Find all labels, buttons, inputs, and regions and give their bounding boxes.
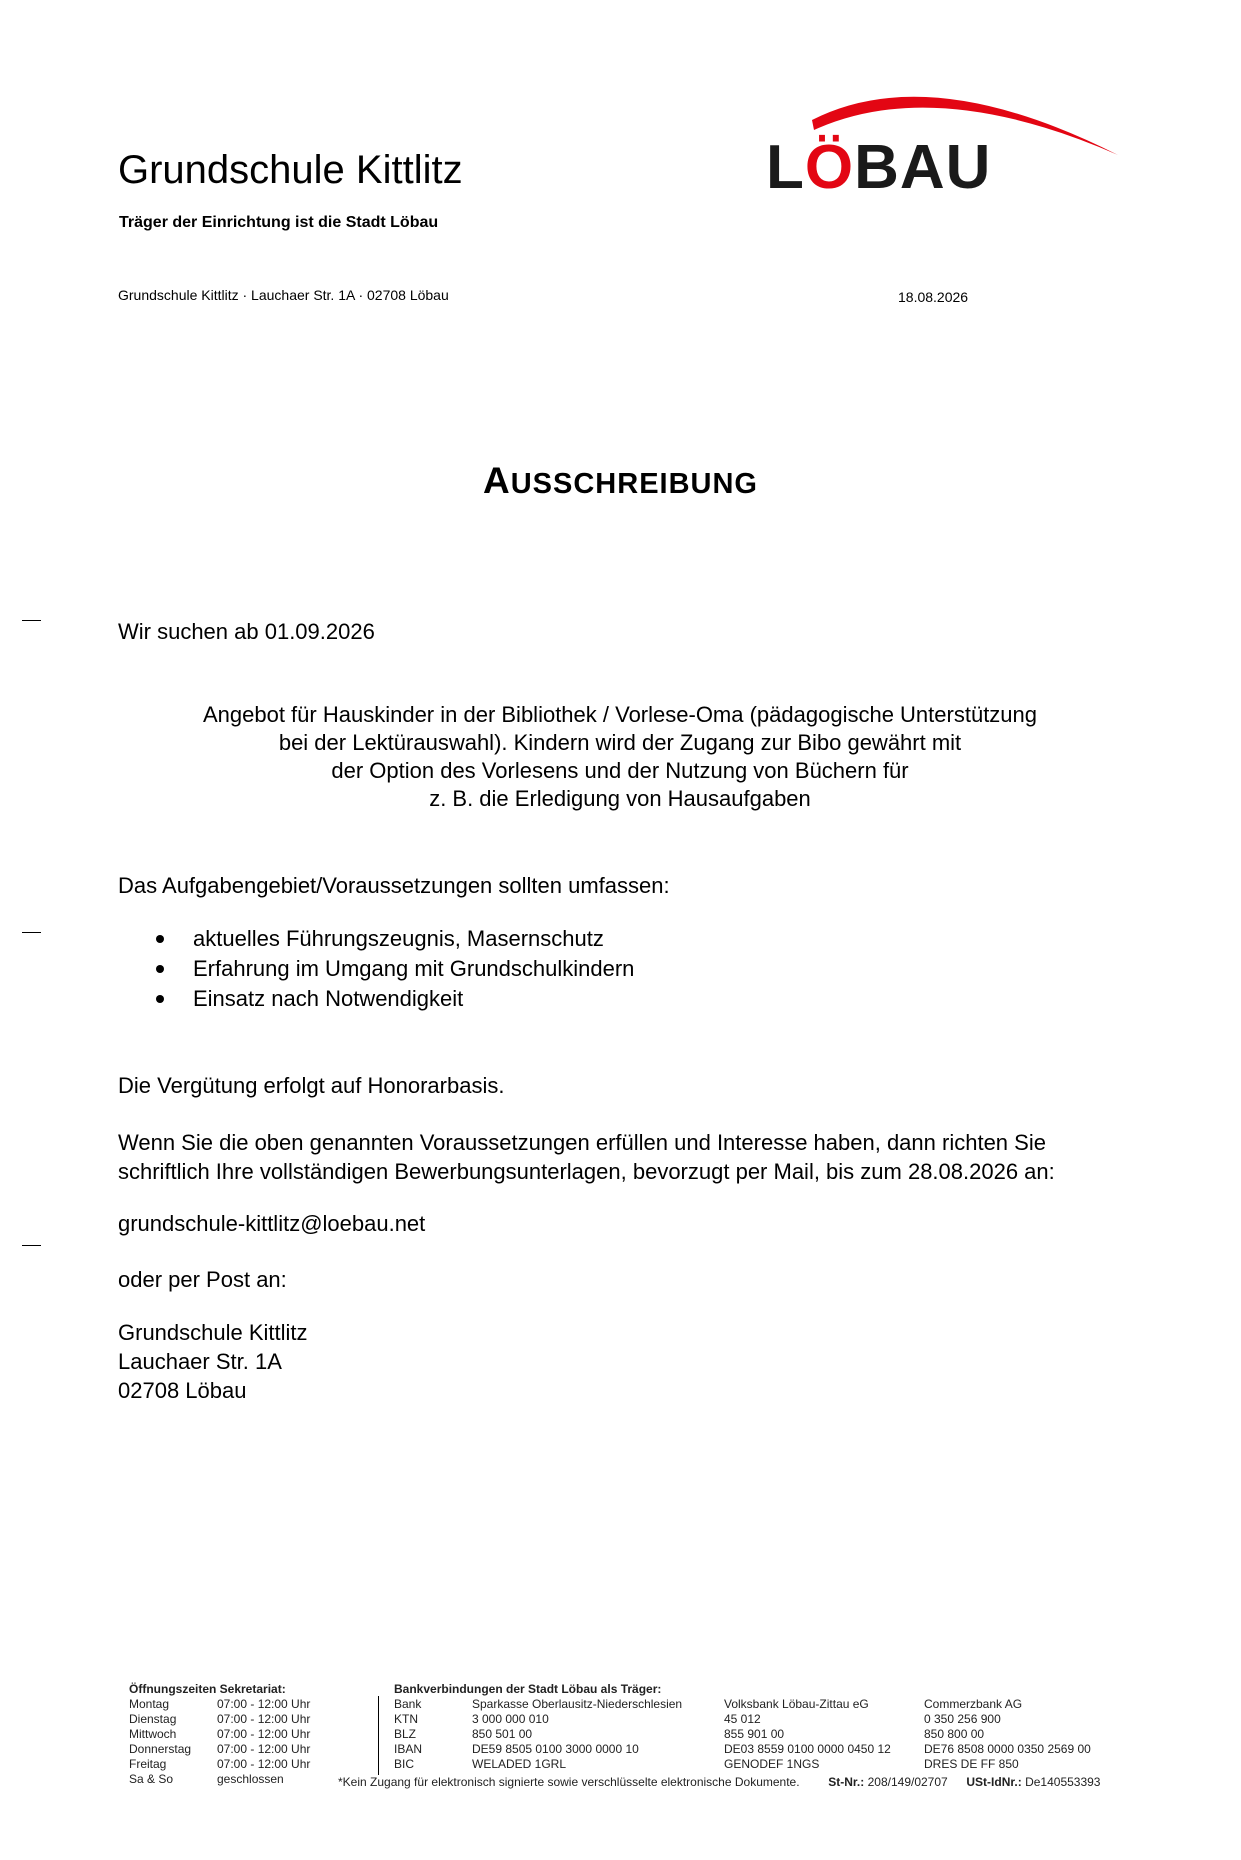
fold-mark [22, 1245, 41, 1246]
fold-mark [22, 932, 41, 933]
page-title [0, 460, 1241, 502]
bank-label: BLZ [394, 1727, 417, 1741]
postal-address [118, 1318, 308, 1405]
email-address[interactable]: grundschule-kittlitz@loebau.net [118, 1211, 426, 1236]
sender-line: Grundschule Kittlitz · Lauchaer Str. 1A · 02708 Löbau [118, 287, 449, 303]
list-item: Erfahrung im Umgang mit Grundschulkindern [150, 954, 634, 984]
bank-label: IBAN [394, 1742, 423, 1756]
bank-value: DRES DE FF 850 [924, 1757, 1019, 1771]
bank-value: DE59 8505 0100 3000 0000 10 [472, 1742, 639, 1756]
list-item: aktuelles Führungszeugnis, Masernschutz [150, 924, 634, 954]
hours-time: 07:00 - 12:00 Uhr [217, 1742, 311, 1756]
school-name: Grundschule Kittlitz [118, 148, 463, 192]
bank-value: 850 501 00 [472, 1727, 533, 1741]
address-line: Lauchaer Str. 1A [118, 1349, 282, 1374]
bank-value: Sparkasse Oberlausitz-Niederschlesien [472, 1697, 683, 1711]
offer-line: z. B. die Erledigung von Hausaufgaben [429, 786, 811, 811]
hours-heading: Öffnungszeiten Sekretariat: [129, 1682, 286, 1696]
bank-value: 3 000 000 010 [472, 1712, 549, 1726]
vat-id: De140553393 [1025, 1775, 1101, 1789]
intro-text: Wir suchen ab 01.09.2026 [118, 619, 375, 644]
bank-value: 850 800 00 [924, 1727, 985, 1741]
traeger-line: Träger der Einrichtung ist die Stadt Löbau [119, 214, 439, 231]
footer-divider [378, 1696, 379, 1775]
apply-line: Wenn Sie die oben genannten Voraussetzungen erfüllen und Interesse haben, dann richten Sie [118, 1130, 1046, 1155]
apply-text [118, 1128, 1055, 1186]
address-line: 02708 Löbau [118, 1378, 247, 1403]
hours-day: Sa & So [129, 1772, 174, 1786]
vat-id-label: USt-IdNr.: [966, 1775, 1022, 1789]
logo-wordmark: LÖBAU [766, 133, 992, 200]
list-item: Einsatz nach Notwendigkeit [150, 984, 634, 1014]
bank-label: KTN [394, 1712, 418, 1726]
requirements-list [150, 924, 634, 1014]
hours-day: Mittwoch [129, 1727, 177, 1741]
bank-value: 855 901 00 [724, 1727, 785, 1741]
offer-block [160, 701, 1080, 813]
bank-value: 45 012 [724, 1712, 761, 1726]
hours-time: 07:00 - 12:00 Uhr [217, 1697, 311, 1711]
bank-heading: Bankverbindungen der Stadt Löbau als Träger: [394, 1682, 662, 1696]
bank-details [394, 1682, 1114, 1772]
bank-labels [394, 1697, 422, 1772]
offer-line: Angebot für Hauskinder in der Bibliothek / Vorlese-Oma (pädagogische Unterstützung [202, 702, 1038, 727]
requirements-heading: Das Aufgabengebiet/Voraussetzungen sollten umfassen: [118, 873, 670, 898]
bank-value: WELADED 1GRL [472, 1757, 567, 1771]
hours-day: Dienstag [129, 1712, 177, 1726]
payment-text: Die Vergütung erfolgt auf Honorarbasis. [118, 1073, 505, 1098]
bank-value: GENODEF 1NGS [724, 1757, 820, 1771]
title-rest: USSCHREIBUNG [510, 468, 758, 500]
bank-commerzbank [924, 1697, 1091, 1772]
bank-label: BIC [394, 1757, 415, 1771]
fold-mark [22, 620, 41, 621]
bank-value: 0 350 256 900 [924, 1712, 1001, 1726]
bank-volksbank [724, 1697, 891, 1772]
footer-notice-row [338, 1775, 1100, 1790]
post-intro: oder per Post an: [118, 1267, 287, 1292]
bank-sparkasse [472, 1697, 682, 1772]
hours-time: 07:00 - 12:00 Uhr [217, 1727, 311, 1741]
hours-days [129, 1697, 191, 1787]
hours-times [217, 1697, 310, 1787]
tax-number-label: St-Nr.: [828, 1775, 865, 1789]
apply-line: schriftlich Ihre vollständigen Bewerbungsunterlagen, bevorzugt per Mail, bis zum 28.08.2026 an: [118, 1159, 1055, 1184]
bank-value: Commerzbank AG [924, 1697, 1023, 1711]
hours-time: geschlossen [217, 1772, 284, 1786]
hours-day: Montag [129, 1697, 170, 1711]
hours-day: Donnerstag [129, 1742, 192, 1756]
loebau-logo [760, 80, 1120, 200]
bank-label: Bank [394, 1697, 422, 1711]
address-line: Grundschule Kittlitz [118, 1320, 308, 1345]
hours-time: 07:00 - 12:00 Uhr [217, 1757, 311, 1771]
hours-time: 07:00 - 12:00 Uhr [217, 1712, 311, 1726]
footer-notice: *Kein Zugang für elektronisch signierte sowie verschlüsselte elektronische Dokumente. [338, 1775, 800, 1789]
offer-line: der Option des Vorlesens und der Nutzung von Büchern für [331, 758, 909, 783]
opening-hours [129, 1682, 389, 1786]
bank-value: DE03 8559 0100 0000 0450 12 [724, 1742, 891, 1756]
offer-line: bei der Lektürauswahl). Kindern wird der Zugang zur Bibo gewährt mit [278, 730, 962, 755]
hours-day: Freitag [129, 1757, 167, 1771]
bank-value: Volksbank Löbau-Zittau eG [724, 1697, 869, 1711]
title-first-letter: A [483, 460, 511, 501]
tax-number: 208/149/02707 [867, 1775, 948, 1789]
letter-date: 18.08.2026 [898, 289, 969, 305]
bank-value: DE76 8508 0000 0350 2569 00 [924, 1742, 1091, 1756]
